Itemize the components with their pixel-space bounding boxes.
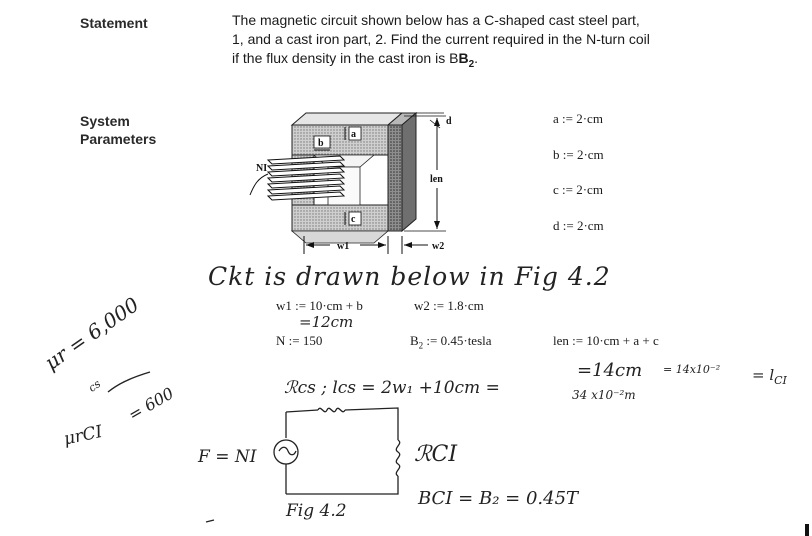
c-core-top-face	[292, 113, 402, 125]
statement-label: Statement	[80, 15, 148, 31]
param-b2-subscript: 2	[418, 340, 424, 351]
text-cursor-mark	[805, 524, 809, 536]
param-d: d := 2·cm	[553, 218, 604, 233]
handwritten-mu-ci-value: = 600	[125, 383, 177, 425]
handwritten-reluctance-ci: ℛCI	[414, 442, 458, 467]
handwritten-len-symbol	[752, 366, 787, 387]
fig-label-len: len	[430, 174, 443, 185]
magnetic-core-drawing	[250, 113, 446, 254]
statement-line-2: 1, and a cast iron part, 2. Find the current required in the N-turn coil	[232, 31, 650, 47]
handwritten-mu-ci: μrCI	[62, 421, 105, 450]
handwritten-mmf-source: F = NI	[198, 447, 257, 467]
param-b2-value: := 0.45·tesla	[423, 333, 492, 348]
param-b2	[410, 333, 492, 351]
stray-mark	[206, 520, 214, 522]
dim-w1-arrow-right	[378, 242, 386, 248]
circuit-wire-top-right	[345, 408, 398, 440]
coil-lead	[250, 174, 268, 195]
fig-label-w1: w1	[337, 241, 350, 252]
mmf-source-circle	[274, 440, 298, 464]
handwritten-w1-result: =12cm	[299, 313, 354, 331]
fig-label-a: a	[351, 129, 356, 140]
statement-b-symbol: B	[458, 50, 469, 66]
statement-b-subscript: 2	[468, 58, 475, 70]
c-core-top-arm	[292, 125, 388, 155]
reluctance-cs-resistor	[318, 408, 345, 411]
reluctance-ci-resistor	[396, 440, 399, 476]
handwritten-mu-cs: μr = 6,000	[40, 292, 144, 375]
param-len: len := 10·cm + a + c	[553, 333, 659, 348]
handwritten-len-symbol-sub: CI	[774, 374, 787, 387]
dim-len-arrow-top	[434, 118, 440, 126]
cast-iron-side	[402, 113, 416, 231]
circuit-wire-bottom	[286, 476, 398, 494]
mu-underline	[108, 372, 150, 392]
param-a: a := 2·cm	[553, 111, 603, 126]
handwritten-reluctance-cs: ℛcs ; lcs = 2w₁ +10cm =	[284, 378, 500, 398]
dim-w2-arrow	[404, 242, 412, 248]
fig-label-d: d	[446, 116, 452, 127]
system-parameters-label-line-2: Parameters	[80, 131, 157, 147]
statement-line-3-suffix: .	[474, 50, 479, 66]
handwritten-flux-density: BCI = B₂ = 0.45T	[418, 488, 579, 509]
param-n: N := 150	[276, 333, 323, 348]
param-b: b := 2·cm	[553, 147, 604, 162]
handwritten-mu-cs-sub: cs	[86, 377, 104, 395]
handwritten-len-symbol-main: = l	[752, 366, 775, 384]
handwritten-len-si: = 14x10⁻²	[663, 363, 721, 376]
fig-label-ni: NI	[256, 163, 268, 174]
handwritten-len-result: =14cm	[577, 360, 643, 381]
fig-label-c: c	[351, 214, 356, 225]
fig-label-b: b	[318, 138, 324, 149]
statement-line-1: The magnetic circuit shown below has a C-shaped cast steel part,	[232, 12, 640, 28]
handwritten-fig-caption: Fig 4.2	[286, 501, 347, 521]
mmf-source-symbol	[279, 447, 296, 455]
handwritten-reluctance-cs-value: 34 x10⁻²m	[572, 388, 636, 402]
circuit-wire-top-left	[286, 410, 318, 412]
param-w1: w1 := 10·cm + b	[276, 298, 363, 313]
dim-len-arrow-bottom	[434, 221, 440, 229]
handwritten-ckt-note: Ckt is drawn below in Fig 4.2	[208, 262, 611, 291]
param-c: c := 2·cm	[553, 182, 603, 197]
coil-windings	[268, 156, 344, 200]
fig-label-w2: w2	[432, 241, 445, 252]
param-w2: w2 := 1.8·cm	[414, 298, 484, 313]
statement-line-3-prefix: if the flux density in the cast iron is B	[232, 50, 459, 66]
param-b2-symbol: B	[410, 333, 419, 348]
cast-iron-front	[388, 125, 402, 231]
c-core-bottom-arm	[292, 205, 388, 231]
system-parameters-label-line-1: System	[80, 113, 130, 129]
